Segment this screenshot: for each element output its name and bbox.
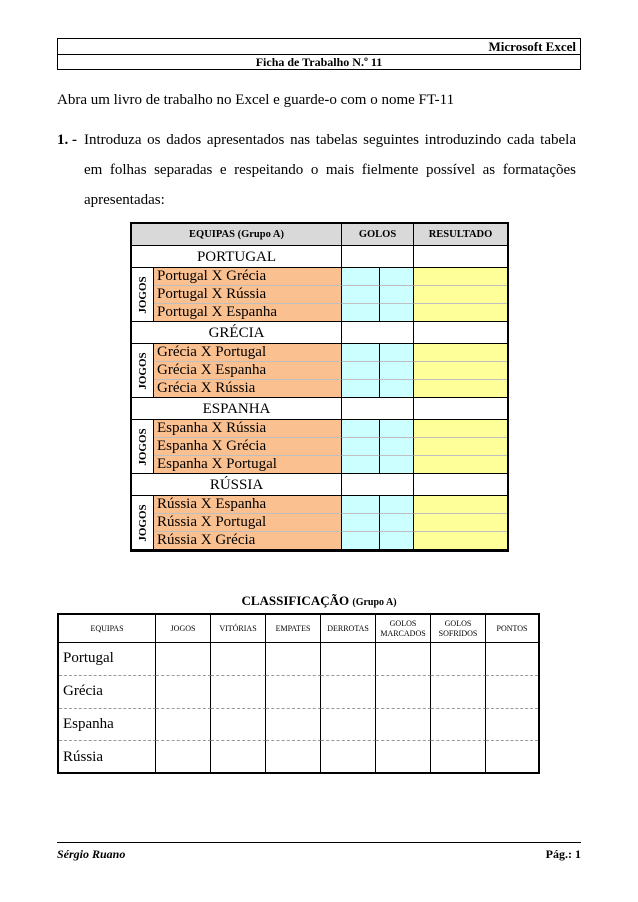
page-footer	[57, 842, 581, 861]
classification-value-cell	[156, 709, 211, 742]
games-label	[132, 420, 154, 474]
group-goals-blank	[342, 246, 414, 268]
question-1	[57, 125, 576, 215]
classification-value-cell	[431, 676, 486, 709]
classification-value-cell	[321, 741, 376, 774]
classification-value-cell	[431, 741, 486, 774]
classification-value-cell	[321, 709, 376, 742]
teams-header: EQUIPAS (Grupo A)	[132, 224, 342, 246]
classification-value-cell	[266, 643, 321, 676]
group-result-blank	[414, 474, 507, 496]
classification-team-name: Portugal	[59, 643, 156, 676]
result-cell	[414, 304, 507, 322]
home-goals-cell	[342, 438, 380, 456]
classification-value-cell	[486, 643, 538, 676]
classification-value-cell	[211, 676, 266, 709]
classification-team-name: Rússia	[59, 741, 156, 774]
game-name: Portugal X Grécia	[154, 268, 342, 286]
classification-value-cell	[266, 676, 321, 709]
intro-text: Abra um livro de trabalho no Excel e guarde-o com o nome FT-11	[57, 92, 455, 108]
away-goals-cell	[380, 532, 414, 550]
group-goals-blank	[342, 322, 414, 344]
classification-value-cell	[486, 741, 538, 774]
classification-value-cell	[376, 709, 431, 742]
home-goals-cell	[342, 496, 380, 514]
home-goals-cell	[342, 456, 380, 474]
away-goals-cell	[380, 438, 414, 456]
classification-value-cell	[376, 643, 431, 676]
home-goals-cell	[342, 286, 380, 304]
classification-value-cell	[486, 676, 538, 709]
result-header: RESULTADO	[414, 224, 507, 246]
classification-value-cell	[376, 741, 431, 774]
game-name: Rússia X Portugal	[154, 514, 342, 532]
author-name: Sérgio Ruano	[57, 847, 126, 861]
away-goals-cell	[380, 456, 414, 474]
teams-table	[130, 222, 509, 552]
classification-column-header: DERROTAS	[321, 615, 376, 643]
app-name: Microsoft Excel	[58, 39, 580, 55]
game-name: Rússia X Espanha	[154, 496, 342, 514]
classification-value-cell	[431, 709, 486, 742]
result-cell	[414, 286, 507, 304]
classification-value-cell	[211, 741, 266, 774]
group-goals-blank	[342, 398, 414, 420]
page-number: Pág.: 1	[545, 847, 581, 861]
game-name: Portugal X Rússia	[154, 286, 342, 304]
result-cell	[414, 362, 507, 380]
result-cell	[414, 496, 507, 514]
game-name: Grécia X Rússia	[154, 380, 342, 398]
away-goals-cell	[380, 304, 414, 322]
home-goals-cell	[342, 514, 380, 532]
question-number: 1. -	[57, 132, 77, 148]
group-result-blank	[414, 398, 507, 420]
away-goals-cell	[380, 286, 414, 304]
goals-header: GOLOS	[342, 224, 414, 246]
classification-value-cell	[211, 709, 266, 742]
group-goals-blank	[342, 474, 414, 496]
home-goals-cell	[342, 268, 380, 286]
classification-team-name: Espanha	[59, 709, 156, 742]
away-goals-cell	[380, 420, 414, 438]
classification-column-header: PONTOS	[486, 615, 538, 643]
group-team-name: RÚSSIA	[132, 474, 342, 496]
classification-value-cell	[376, 676, 431, 709]
result-cell	[414, 420, 507, 438]
games-label	[132, 344, 154, 398]
games-label	[132, 496, 154, 550]
home-goals-cell	[342, 362, 380, 380]
home-goals-cell	[342, 380, 380, 398]
classification-value-cell	[156, 643, 211, 676]
classification-value-cell	[211, 643, 266, 676]
question-text: Introduza os dados apresentados nas tabelas seguintes introduzindo cada tabela em folhas separadas e respeitando o mais fielmente possível as formatações apresentadas:	[84, 132, 576, 208]
classification-subtitle: (Grupo A)	[352, 597, 397, 608]
classification-value-cell	[321, 676, 376, 709]
away-goals-cell	[380, 380, 414, 398]
classification-team-name: Grécia	[59, 676, 156, 709]
group-team-name: GRÉCIA	[132, 322, 342, 344]
classification-column-header: JOGOS	[156, 615, 211, 643]
away-goals-cell	[380, 344, 414, 362]
worksheet-title: Ficha de Trabalho N.º 11	[255, 55, 383, 69]
games-label-text: JOGOS	[136, 351, 149, 390]
result-cell	[414, 438, 507, 456]
away-goals-cell	[380, 362, 414, 380]
home-goals-cell	[342, 304, 380, 322]
group-result-blank	[414, 322, 507, 344]
classification-value-cell	[431, 643, 486, 676]
result-cell	[414, 380, 507, 398]
classification-value-cell	[321, 643, 376, 676]
result-cell	[414, 456, 507, 474]
game-name: Espanha X Grécia	[154, 438, 342, 456]
classification-column-header: GOLOS MARCADOS	[376, 615, 431, 643]
home-goals-cell	[342, 532, 380, 550]
classification-column-header: GOLOS SOFRIDOS	[431, 615, 486, 643]
away-goals-cell	[380, 496, 414, 514]
classification-value-cell	[266, 709, 321, 742]
home-goals-cell	[342, 344, 380, 362]
game-name: Espanha X Rússia	[154, 420, 342, 438]
classification-title-text: CLASSIFICAÇÃO	[241, 593, 350, 608]
result-cell	[414, 532, 507, 550]
classification-value-cell	[486, 709, 538, 742]
home-goals-cell	[342, 420, 380, 438]
result-cell	[414, 514, 507, 532]
classification-column-header: VITÓRIAS	[211, 615, 266, 643]
classification-value-cell	[156, 741, 211, 774]
game-name: Grécia X Portugal	[154, 344, 342, 362]
document-header	[57, 38, 581, 70]
classification-column-header: EQUIPAS	[59, 615, 156, 643]
games-label-text: JOGOS	[136, 275, 149, 314]
group-team-name: PORTUGAL	[132, 246, 342, 268]
games-label	[132, 268, 154, 322]
result-cell	[414, 268, 507, 286]
group-result-blank	[414, 246, 507, 268]
classification-title	[0, 593, 638, 609]
away-goals-cell	[380, 514, 414, 532]
away-goals-cell	[380, 268, 414, 286]
games-label-text: JOGOS	[136, 427, 149, 466]
group-team-name: ESPANHA	[132, 398, 342, 420]
classification-column-header: EMPATES	[266, 615, 321, 643]
games-label-text: JOGOS	[136, 503, 149, 542]
game-name: Portugal X Espanha	[154, 304, 342, 322]
result-cell	[414, 344, 507, 362]
classification-value-cell	[266, 741, 321, 774]
classification-table	[57, 613, 540, 774]
game-name: Grécia X Espanha	[154, 362, 342, 380]
game-name: Espanha X Portugal	[154, 456, 342, 474]
classification-value-cell	[156, 676, 211, 709]
game-name: Rússia X Grécia	[154, 532, 342, 550]
